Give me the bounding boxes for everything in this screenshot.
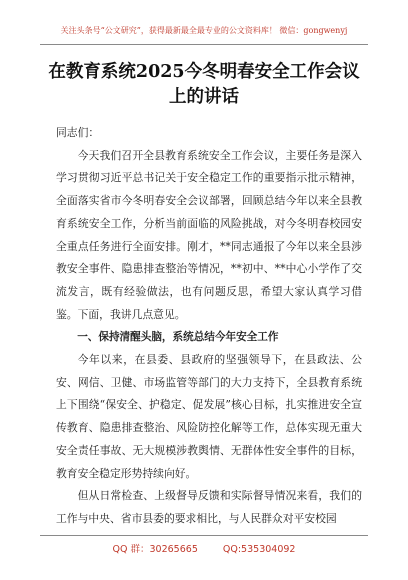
header-divider [40, 44, 368, 45]
footer-qq-group: QQ 群：30265665 [112, 544, 198, 555]
footer-qq: QQ:535304092 [222, 544, 296, 555]
paragraph-intro: 今天我们召开全县教育系统安全工作会议，主要任务是深入学习贯彻习近平总书记关于安全稳定工作的重要指示批示精神，全面落实省市今冬明春安全会议部署，回顾总结今年以来全县教育系统安全工作，分析当前面临的风险挑战，对今冬明春校园安全重点任务进行全面安排。刚才，**同志通报了今年以来全县涉教安全事件、隐患排查整治等情况，**初中、**中心小学作了交流发言，既有经验做法，也有问题反思，希望大家认真学习借鉴。下面，我讲几点意见。 [56, 148, 362, 321]
header-promo-note: 关注头条号“公文研究”，获得最新最全最专业的公文资料库！ 微信：gongwenyj [60, 26, 348, 35]
salutation: 同志们： [56, 126, 100, 139]
paragraph-issues: 但从日常检查、上级督导反馈和实际督导情况来看，我们的工作与中央、省市县委的要求相比，与人民群众对平安校园 [56, 489, 362, 525]
paragraph-summary: 今年以来，在县委、县政府的坚强领导下，在县政法、公安、网信、卫健、市场监管等部门的大力支持下，全县教育系统上下围绕“保安全、护稳定、促发展”核心目标，扎实推进安全宣传教育、隐患排查整治、风险防控化解等工作，总体实现无重大安全责任事故、无大规模涉教舆情、无群体性安全事件的目标，教育安全稳定形势持续向好。 [56, 353, 362, 480]
footer-divider [40, 535, 368, 536]
document-body [56, 122, 362, 531]
title-line-2: 上的讲话 [169, 87, 239, 107]
footer-contact [0, 541, 408, 555]
section-heading-1: 一、保持清醒头脑，系统总结今年安全工作 [77, 331, 279, 344]
title-line-1: 在教育系统2025今冬明春安全工作会议 [48, 62, 360, 82]
document-title [48, 60, 360, 110]
